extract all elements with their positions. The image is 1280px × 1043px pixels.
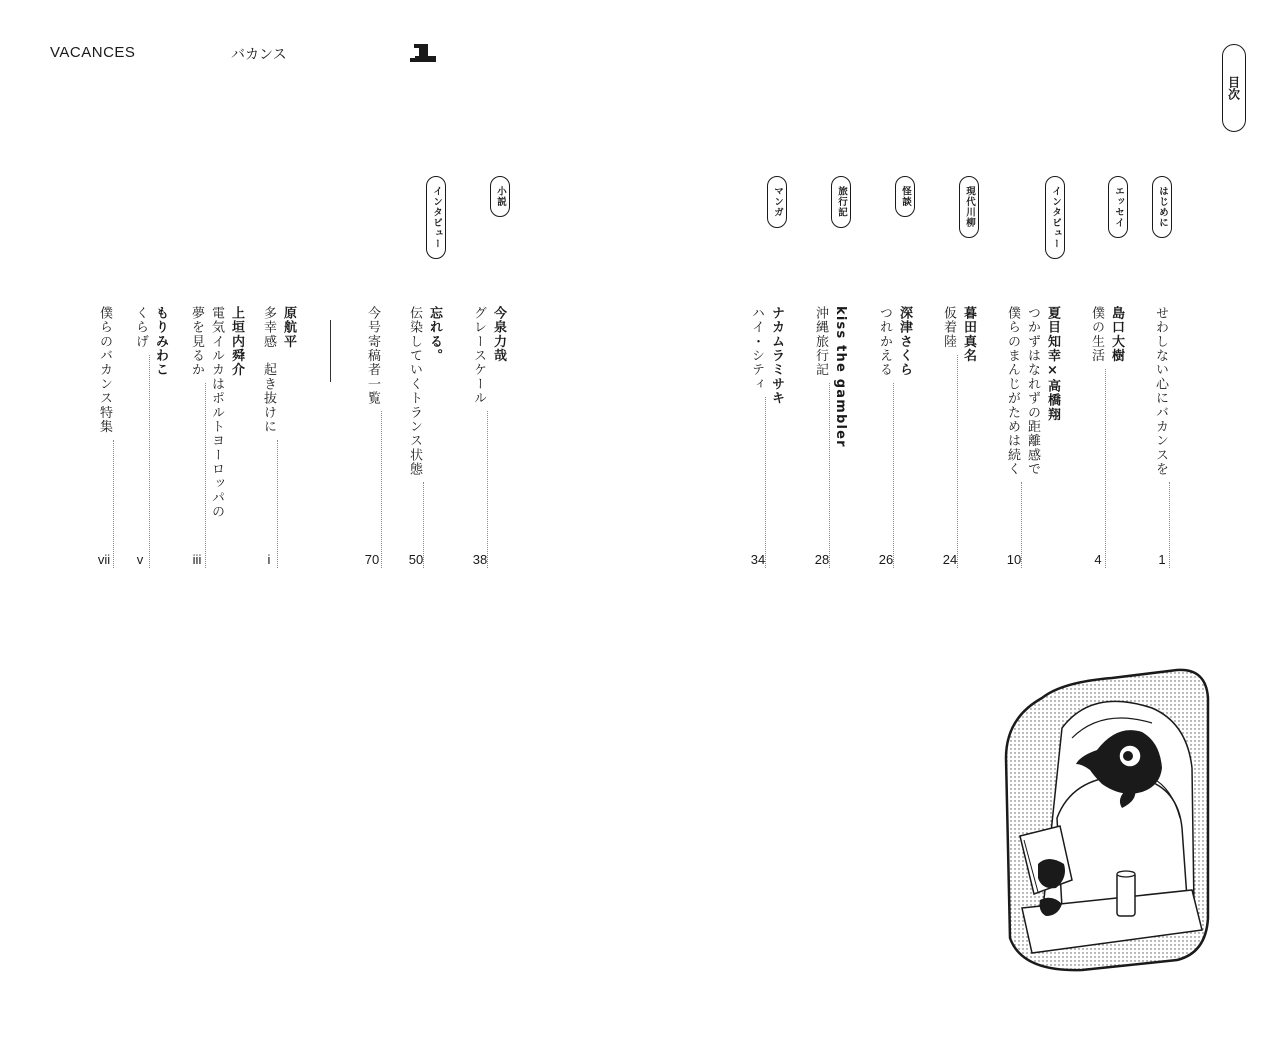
- category-tag-kaidan: 怪談: [895, 176, 915, 217]
- dot-leader: [94, 440, 114, 568]
- page-number: 70: [364, 552, 380, 567]
- entry-title: グレースケール: [471, 306, 486, 406]
- entry-title: くらげ: [133, 306, 148, 349]
- toc-entry[interactable]: [362, 306, 382, 574]
- entry-title: つかずはなれずの距離感で: [1025, 306, 1040, 477]
- entry-author: ナカムラミサキ: [769, 306, 784, 406]
- toc-entry[interactable]: [186, 306, 246, 574]
- entry-author: 深津さくら: [897, 306, 912, 377]
- dot-leader: [362, 411, 382, 568]
- entry-title: 今号寄稿者一覧: [365, 306, 380, 406]
- issue-number-mark: [410, 42, 436, 62]
- toc-entry[interactable]: [404, 306, 444, 574]
- toc-entry[interactable]: [874, 306, 914, 574]
- entry-title: 電気イルカはポルトヨーロッパの: [209, 306, 224, 519]
- category-tag-manga: マンガ: [767, 176, 787, 228]
- otter-reading-illustration: [1002, 668, 1210, 972]
- entry-title: 仮着陸: [941, 306, 956, 349]
- entry-title: ハイ・シティ: [749, 306, 764, 392]
- entry-title-line2: 僕らのまんじがためは続く: [1005, 306, 1020, 477]
- dot-leader: [468, 411, 488, 568]
- entry-author: 忘れる。: [427, 306, 442, 363]
- category-tag-senryu: 現代川柳: [959, 176, 979, 238]
- page-number: 28: [814, 552, 830, 567]
- toc-label-pill: [1222, 44, 1246, 132]
- dot-leader: [258, 440, 278, 568]
- entry-title: つれかえる: [877, 306, 892, 377]
- entry-title: 沖縄旅行記: [813, 306, 828, 377]
- dot-leader: [810, 383, 830, 568]
- entry-author: kiss the gambler: [833, 306, 848, 448]
- toc-entry[interactable]: [1150, 306, 1170, 574]
- toc-entry[interactable]: [1002, 306, 1062, 574]
- entry-title: 僕の生活: [1089, 306, 1104, 363]
- toc-entry[interactable]: [938, 306, 978, 574]
- toc-entry[interactable]: [1086, 306, 1126, 574]
- page-number: 1: [1158, 552, 1166, 567]
- magazine-title-jp: バカンス: [231, 47, 287, 63]
- entry-author: 今泉力哉: [491, 306, 506, 363]
- entry-title-line2: 夢を見るか: [189, 306, 204, 377]
- page-number: 38: [472, 552, 488, 567]
- magazine-title-en: VACANCES: [50, 44, 136, 61]
- dot-leader: [130, 355, 150, 568]
- category-tag-intro: はじめに: [1152, 176, 1172, 238]
- entry-title: 僕らのバカンス特集: [97, 306, 112, 434]
- entry-title: せわしない心にバカンスを: [1153, 306, 1168, 477]
- page-number: 34: [750, 552, 766, 567]
- category-tag-interview: インタビュー: [426, 176, 446, 259]
- dot-leader: [746, 397, 766, 568]
- page-number: 10: [1006, 552, 1022, 567]
- page-number: i: [267, 552, 271, 567]
- section-divider: [330, 320, 331, 382]
- page-number: v: [136, 552, 144, 567]
- toc-entry[interactable]: [258, 306, 298, 574]
- entry-author: 夏目知幸×高橋翔: [1045, 306, 1060, 422]
- entry-title: 伝染していくトランス状態: [407, 306, 422, 477]
- page-number: iii: [192, 552, 202, 567]
- category-tag-travel: 旅行記: [831, 176, 851, 228]
- toc-entry[interactable]: [746, 306, 786, 574]
- page-number: vii: [97, 552, 111, 567]
- category-tag-interview: インタビュー: [1045, 176, 1065, 259]
- entry-author: 原航平: [281, 306, 296, 349]
- page-number: 50: [408, 552, 424, 567]
- toc-entry[interactable]: [468, 306, 508, 574]
- toc-entry[interactable]: [94, 306, 114, 574]
- entry-author: 上垣内舜介: [229, 306, 244, 377]
- category-tag-essay: エッセイ: [1108, 176, 1128, 238]
- entry-author: もりみわこ: [153, 306, 168, 377]
- page-number: 4: [1094, 552, 1102, 567]
- entry-author: 暮田真名: [961, 306, 976, 363]
- toc-entry[interactable]: [810, 306, 850, 574]
- page-number: 26: [878, 552, 894, 567]
- category-tag-novel: 小説: [490, 176, 510, 217]
- page-number: 24: [942, 552, 958, 567]
- entry-author: 島口大樹: [1109, 306, 1124, 363]
- dot-leader: [1086, 369, 1106, 568]
- toc-entry[interactable]: [130, 306, 170, 574]
- toc-label: 目次: [1226, 76, 1241, 100]
- entry-title: 多幸感 起き抜けに: [261, 306, 276, 434]
- dot-leader: [874, 383, 894, 568]
- dot-leader: [938, 355, 958, 568]
- dot-leader: [186, 383, 206, 568]
